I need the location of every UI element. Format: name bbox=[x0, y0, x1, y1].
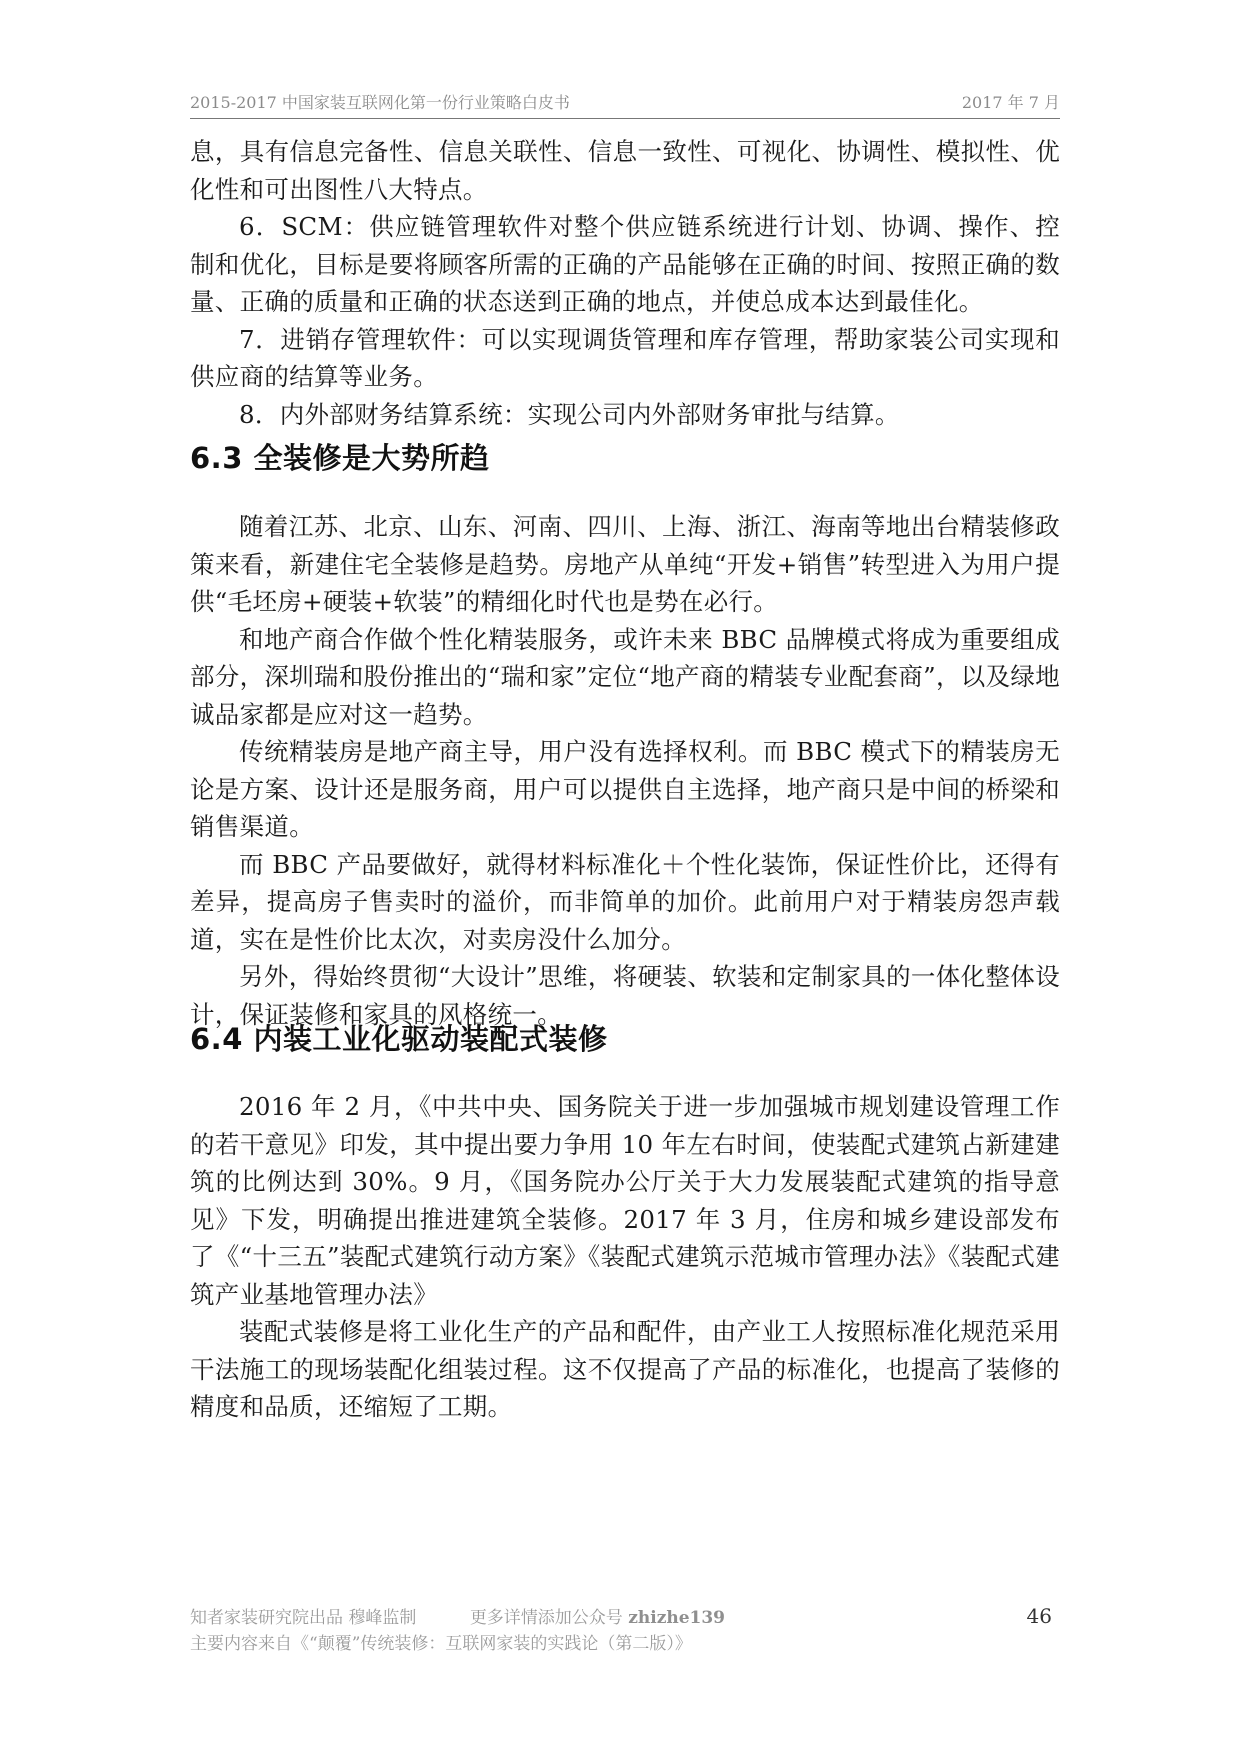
footer-maker: 知者家装研究院出品 穆峰监制 bbox=[190, 1608, 417, 1628]
section-6-3-paragraph-1: 随着江苏、北京、山东、河南、四川、上海、浙江、海南等地出台精装修政策来看，新建住宅全装修是趋势。房地产从单纯“开发+销售”转型进入为用户提供“毛坯房+硬装+软装”的精细化时代也是势在必行。 bbox=[190, 512, 1060, 616]
page-header bbox=[190, 88, 1060, 119]
page-number: 46 bbox=[1026, 1604, 1052, 1628]
intro-paragraph-1: 息，具有信息完备性、信息关联性、信息一致性、可视化、协调性、模拟性、优化性和可出图性八大特点。 bbox=[190, 137, 1060, 204]
page-footer bbox=[190, 1605, 1060, 1657]
section-6-3-paragraph-4: 而 BBC 产品要做好，就得材料标准化＋个性化装饰，保证性价比，还得有差异，提高房子售卖时的溢价，而非简单的加价。此前用户对于精装房怨声载道，实在是性价比太次，对卖房没什么加分。 bbox=[190, 849, 1060, 954]
intro-paragraph-inventory: 7．进销存管理软件：可以实现调货管理和库存管理，帮助家装公司实现和供应商的结算等业务。 bbox=[190, 324, 1060, 391]
intro-block bbox=[190, 133, 1060, 433]
section-6-3-body bbox=[190, 508, 1060, 1033]
footer-wechat-id: zhizhe139 bbox=[628, 1608, 726, 1628]
section-6-3-paragraph-2: 和地产商合作做个性化精装服务，或许未来 BBC 品牌模式将成为重要组成部分，深圳瑞和股份推出的“瑞和家”定位“地产商的精装专业配套商”，以及绿地诚品家都是应对这一趋势。 bbox=[190, 624, 1060, 729]
footer-line-1 bbox=[190, 1605, 1060, 1631]
footer-source: 主要内容来自《“颠覆”传统装修：互联网家装的实践论（第二版）》 bbox=[190, 1634, 692, 1654]
intro-paragraph-finance: 8．内外部财务结算系统：实现公司内外部财务审批与结算。 bbox=[239, 399, 900, 429]
intro-paragraph-scm: 6．SCM：供应链管理软件对整个供应链系统进行计划、协调、操作、控制和优化，目标是要将顾客所需的正确的产品能够在正确的时间、按照正确的数量、正确的质量和正确的状态送到正确的地点，并使总成本达到最佳化。 bbox=[190, 212, 1060, 316]
header-title: 2015-2017 中国家装互联网化第一份行业策略白皮书 bbox=[190, 93, 570, 112]
section-6-3-heading: 6.3 全装修是大势所趋 bbox=[190, 441, 490, 475]
section-6-4-heading: 6.4 内装工业化驱动装配式装修 bbox=[190, 1022, 608, 1056]
section-6-3-paragraph-5: 另外，得始终贯彻“大设计”思维，将硬装、软装和定制家具的一体化整体设计，保证装修和家具的风格统一。 bbox=[190, 962, 1060, 1029]
section-6-4-paragraph-2: 装配式装修是将工业化生产的产品和配件，由产业工人按照标准化规范采用干法施工的现场装配化组装过程。这不仅提高了产品的标准化，也提高了装修的精度和品质，还缩短了工期。 bbox=[190, 1317, 1060, 1421]
footer-wechat-prefix: 更多详情添加公众号 bbox=[469, 1608, 629, 1628]
section-6-3-paragraph-3: 传统精装房是地产商主导，用户没有选择权利。而 BBC 模式下的精装房无论是方案、设计还是服务商，用户可以提供自主选择，地产商只是中间的桥梁和销售渠道。 bbox=[190, 737, 1060, 841]
header-date: 2017 年 7 月 bbox=[961, 93, 1060, 112]
footer-wechat bbox=[470, 1608, 725, 1628]
section-6-4-body bbox=[190, 1088, 1060, 1426]
section-6-4-paragraph-1: 2016 年 2 月，《中共中央、国务院关于进一步加强城市规划建设管理工作的若干意见》印发，其中提出要力争用 10 年左右时间，使装配式建筑占新建建筑的比例达到 30%。9 月，《国务院办公厅关于大力发展装配式建筑的指导意见》下发，明确提出推进建筑全装修。2017 年 3 月，住房和城乡建设部发布了《“十三五”装配式建筑行动方案》《装配式建筑示范城市管理办法》《装配式建筑产业基地管理办法》 bbox=[190, 1092, 1060, 1309]
